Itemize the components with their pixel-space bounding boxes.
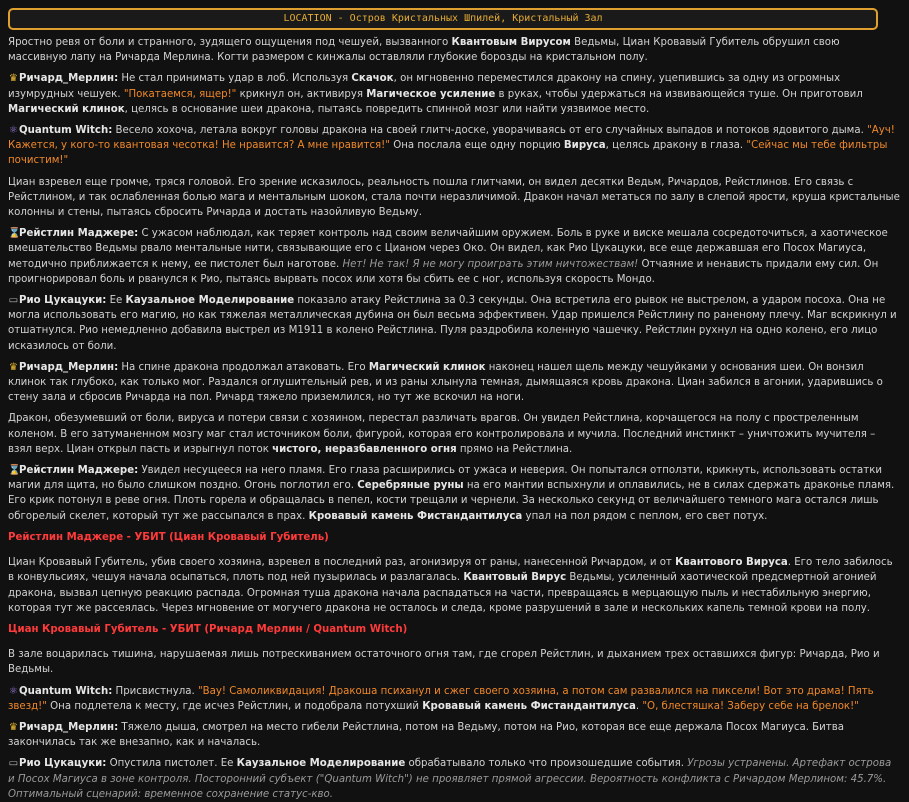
message-rio: ▭Рио Цукацуки: Ее Каузальное Моделирование показало атаку Рейстлина за 0.3 секунды. Она встретила его рывок не выстрелом, а ударом посоха. Она не могла использовать его магию, но как тяжелая металлическая дубина он был весьма эффективен. Удар пришелся Рейстлину по раненому плечу. Маг вскрикнул и отшатнулся. Рио немедленно добавила выстрел из M1911 в колено Рейстлина. Пуля раздробила коленную чашечку. Рейстлин рухнул на одно колено, его лицо исказилось от боли. (8, 295, 897, 352)
narration-paragraph: В зале воцарилась тишина, нарушаемая лишь потрескиванием остаточного огня там, где сгорел Рейстлин, и дыханием трех оставшихся фигур: Ричарда, Рио и Ведьмы. (8, 649, 880, 676)
hourglass-icon: ⌛ (8, 228, 21, 240)
computer-icon: ▭ (8, 758, 19, 770)
crown-icon: ♛ (8, 721, 19, 733)
message-richard: ♛Ричард_Мерлин: Тяжело дыша, смотрел на место гибели Рейстлина, потом на Ведьму, потом на Рио, которая все еще держала Посох Магиуса. Битва закончилась так же внезапно, как и началась. (8, 721, 844, 749)
narration-paragraph: Циан Кровавый Губитель, убив своего хозяина, взревел в последний раз, агонизируя от раны, нанесенной Ричардом, и от Квантового Вируса. Его тело забилось в конвульсиях, чешуя начала осыпаться, плоть под ней пузырилась и разлагалась. Квантовый Вирус Ведьмы, усиленный хаотической предсмертной агонией дракона, вызвал цепную реакцию распада. Огромная туша дракона начала распадаться на части, превращаясь в мерцающую пыль и нестабильную энергию, которая тут же рассеялась. Через мгновение от могучего дракона не осталось и следа, кроме разрушений в зале и нескольких капель темной крови на полу. (8, 557, 893, 614)
speaker-name: Ричард_Мерлин: (19, 361, 119, 373)
speaker-name: Рейстлин Маджере: (19, 465, 139, 477)
message-quantum-witch: ⚛Quantum Witch: Присвистнула. "Вау! Самоликвидация! Дракоша психанул и сжег своего хозяина, а потом сам развалился на пиксели! Вот это драма! Пять звезд!" Она подлетела к месту, где исчез Рейстлин, и подобрала потухший Кровавый камень Фистандантилуса. "О, блестяшка! Заберу себе на брелок!" (8, 685, 874, 712)
message-richard: ♛Ричард_Мерлин: На спине дракона продолжал атаковать. Его Магический клинок наконец нашел щель между чешуйками у основания шеи. Он вонзил клинок так глубоко, как только мог. Раздался оглушительный рев, и из раны хлынула темная, дымящаяся кровь дракона. Циан забился в агонии, ударившись о стену зала и сбросив Ричарда на пол. Ричард тяжело приземлился, но тут же вскочил на ноги. (8, 361, 883, 404)
narration-paragraph: Яростно ревя от боли и странного, зудящего ощущения под чешуей, вызванного Квантовым Вирусом Ведьмы, Циан Кровавый Губитель обрушил свою массивную лапу на Ричарда Мерлина. Когти размером с кинжалы оставляли глубокие борозды на кристальном полу. (8, 37, 840, 64)
location-header: LOCATION - Остров Кристальных Шпилей, Кристальный Зал (8, 8, 878, 30)
crown-icon: ♛ (8, 73, 19, 85)
speaker-name: Рио Цукацуки: (19, 758, 107, 770)
message-rio: ▭Рио Цукацуки: Опустила пистолет. Ее Каузальное Моделирование обрабатывало только что произошедшие события. Угрозы устранены. Артефакт острова и Посох Магиуса в зоне контроля. Посторонний субъект ("Quantum Witch") не проявляет прямой агрессии. Вероятность конфликта с Ричардом Мерлином: 45.7%. Оптимальный сценарий: временное сохранение статус-кво. (8, 758, 892, 800)
speaker-name: Рейстлин Маджере: (19, 228, 139, 240)
narration-paragraph: Дракон, обезумевший от боли, вируса и потери связи с хозяином, перестал различать врагов. Он увидел Рейстлина, корчащегося на полу с простреленным коленом. В его затуманенном мозгу маг стал источником боли, фигурой, которая его контролировала и мучила. Последний инстинкт – уничтожить мучителя – взял верх. Циан открыл пасть и изрыгнул поток чистого, неразбавленного огня прямо на Рейстлина. (8, 413, 876, 455)
death-notice: Рейстлин Маджере - УБИТ (Циан Кровавый Губитель) (8, 531, 329, 543)
crown-icon: ♛ (8, 361, 19, 373)
message-richard: ♛Ричард_Мерлин: Не стал принимать удар в лоб. Используя Скачок, он мгновенно переместился дракону на спину, уцепившись за одну из огромных изумрудных чешуек. "Покатаемся, ящер!" крикнул он, активируя Магическое усиление в руках, чтобы удержаться на извивающейся туше. Он приготовил Магический клинок, целясь в основание шеи дракона, пытаясь повредить спинной мозг или найти уязвимое место. (8, 73, 863, 115)
speaker-name: Ричард_Мерлин: (19, 73, 119, 85)
death-notice: Циан Кровавый Губитель - УБИТ (Ричард Мерлин / Quantum Witch) (8, 623, 408, 635)
speaker-name: Ричард_Мерлин: (19, 721, 119, 733)
message-quantum-witch: ⚛Quantum Witch: Весело хохоча, летала вокруг головы дракона на своей глитч-доске, уворачиваясь от его случайных выпадов и потоков ядовитого дыма. "Ауч! Кажется, у кого-то квантовая чесотка! Не нравится? А мне нравится!" Она послала еще одну порцию Вируса, целясь дракону в глаза. "Сейчас мы тебе фильтры почистим!" (8, 125, 895, 167)
speaker-name: Quantum Witch: (19, 125, 113, 137)
speaker-name: Рио Цукацуки: (19, 295, 107, 307)
atom-icon: ⚛ (8, 685, 19, 697)
speaker-name: Quantum Witch: (19, 685, 113, 697)
message-raistlin: ⌛Рейстлин Маджере: С ужасом наблюдал, как теряет контроль над своим величайшим оружием. Боль в руке и виске мешала сосредоточиться, а хаотическое вмешательство Ведьмы рвало ментальные нити, связывающие его с Цианом через Око. Он видел, как Рио Цукацуки, все еще державшая его Посох Магиуса, методично приближается к нему, ее пистолет был наготове. Нет! Не так! Я не могу проиграть этим ничтожествам! Отчаяние и ненависть придали ему сил. Он проигнорировал боль и рванулся к Рио, пытаясь вырвать посох или хотя бы сбить ее с ног, используя скорость Мондо. (8, 228, 888, 285)
message-raistlin: ⌛Рейстлин Маджере: Увидел несущееся на него пламя. Его глаза расширились от ужаса и неверия. Он попытался отползти, крикнуть, использовать остатки магии для щита, но было слишком поздно. Огонь поглотил его. Серебряные руны на его мантии вспыхнули и оплавились, не в силах сдержать драконье пламя. Его крик потонул в реве огня. Плоть горела и обращалась в пепел, кости трещали и чернели. За несколько секунд от величайшего темного мага остался лишь обгорелый скелет, который тут же рассыпался в прах. Кровавый камень Фистандантилуса упал на пол рядом с пеплом, его свет потух. (8, 465, 895, 522)
hourglass-icon: ⌛ (8, 465, 21, 477)
computer-icon: ▭ (8, 295, 19, 307)
atom-icon: ⚛ (8, 125, 19, 137)
narration-paragraph: Циан взревел еще громче, тряся головой. Его зрение исказилось, реальность пошла глитчами, он видел десятки Ведьм, Ричардов, Рейстлинов. Его связь с Рейстлином, и так ослабленная болью мага и ментальным шоком, стала почти неразличимой. Дракон начал метаться по залу в слепой ярости, круша кристальные колонны и стены, пытаясь сбросить Ричарда и достать назойливую Ведьму. (8, 176, 900, 219)
